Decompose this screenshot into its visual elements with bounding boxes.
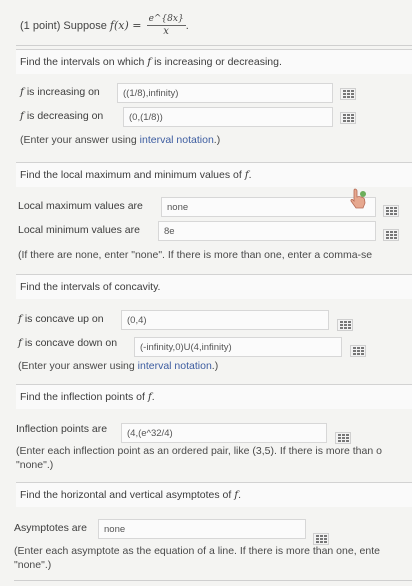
concave-down-label xyxy=(18,337,117,349)
dec-label-text: is decreasing on xyxy=(26,110,104,122)
fraction-denominator: x xyxy=(163,26,169,37)
divider xyxy=(16,45,412,46)
asymptotes-title-prefix: Find the horizontal and vertical asymptotes of xyxy=(20,489,232,501)
inflection-note-line2: "none".) xyxy=(16,459,54,471)
local-min-label: Local minimum values are xyxy=(18,224,140,236)
asymptotes-input[interactable]: none xyxy=(98,519,306,539)
equation-editor-button[interactable] xyxy=(313,533,329,545)
asymptotes-note-line2: "none".) xyxy=(14,559,52,571)
extrema-title-suffix: . xyxy=(248,169,252,181)
grid-icon xyxy=(343,114,354,122)
section-extrema-title xyxy=(16,162,412,187)
local-max-input[interactable]: none xyxy=(161,197,376,217)
grid-icon xyxy=(340,321,351,329)
equation-editor-button[interactable] xyxy=(383,229,399,241)
equation-editor-button[interactable] xyxy=(340,112,356,124)
note-prefix: (Enter your answer using xyxy=(18,360,135,372)
inflection-label: Inflection points are xyxy=(16,423,108,435)
extrema-note: (If there are none, enter "none". If there is more than one, enter a comma-se xyxy=(18,249,373,261)
up-label-text: is concave up on xyxy=(24,313,104,325)
concavity-note xyxy=(18,360,218,372)
prompt-prefix: Suppose xyxy=(63,19,107,32)
header-period: . xyxy=(185,19,189,32)
equation-editor-button[interactable] xyxy=(335,432,351,444)
inc-title-var: f xyxy=(147,56,152,68)
local-max-label: Local maximum values are xyxy=(18,200,143,212)
concavity-title: Find the intervals of concavity. xyxy=(20,281,161,293)
inflection-input[interactable]: (4,(e^32/4) xyxy=(121,423,327,443)
dec-var: f xyxy=(20,110,24,122)
inflection-title-suffix: . xyxy=(151,391,155,403)
decreasing-input[interactable]: (0,(1/8)) xyxy=(123,107,333,127)
inflection-title-var: f xyxy=(147,391,152,403)
section-inflection-title xyxy=(16,384,412,409)
equation-editor-button[interactable] xyxy=(383,205,399,217)
note-suffix: .) xyxy=(211,360,219,372)
divider xyxy=(14,580,412,581)
grid-icon xyxy=(386,231,397,239)
section-concavity-title xyxy=(16,274,412,299)
local-min-input[interactable]: 8e xyxy=(158,221,376,241)
down-var: f xyxy=(18,337,22,349)
function-lhs: f(x) = xyxy=(109,18,142,32)
grid-icon xyxy=(338,434,349,442)
note-suffix: .) xyxy=(213,134,221,146)
decreasing-label xyxy=(20,110,103,122)
equation-editor-button[interactable] xyxy=(340,88,356,100)
inc-label-text: is increasing on xyxy=(26,86,100,98)
inc-var: f xyxy=(20,86,24,98)
inc-title-suffix: is increasing or decreasing. xyxy=(154,56,282,68)
asymptotes-label: Asymptotes are xyxy=(14,522,87,534)
asymptotes-title-suffix: . xyxy=(238,489,242,501)
concave-up-label xyxy=(18,313,104,325)
interval-note xyxy=(20,134,220,146)
equation-editor-button[interactable] xyxy=(337,319,353,331)
interval-notation-link[interactable]: interval notation xyxy=(137,360,212,372)
inflection-note-line1: (Enter each inflection point as an ordered pair, like (3,5). If there is more than o xyxy=(16,445,382,457)
section-increasing-title xyxy=(16,49,412,74)
inflection-title-prefix: Find the inflection points of xyxy=(20,391,145,403)
increasing-input[interactable]: ((1/8),infinity) xyxy=(117,83,333,103)
extrema-title-var: f xyxy=(244,169,249,181)
extrema-title-prefix: Find the local maximum and minimum values of xyxy=(20,169,242,181)
grid-icon xyxy=(343,90,354,98)
asymptotes-note-line1: (Enter each asymptote as the equation of a line. If there is more than one, ente xyxy=(14,545,380,557)
grid-icon xyxy=(316,535,327,543)
function-fraction xyxy=(147,14,186,38)
interval-notation-link[interactable]: interval notation xyxy=(139,134,214,146)
concave-up-input[interactable]: (0,4) xyxy=(121,310,329,330)
note-prefix: (Enter your answer using xyxy=(20,134,137,146)
grid-icon xyxy=(386,207,397,215)
pointer-cursor-icon xyxy=(349,188,367,210)
down-label-text: is concave down on xyxy=(24,337,118,349)
section-asymptotes-title xyxy=(16,482,412,507)
up-var: f xyxy=(18,313,22,325)
increasing-label xyxy=(20,86,100,98)
problem-header xyxy=(20,14,189,38)
equation-editor-button[interactable] xyxy=(350,345,366,357)
asymptotes-title-var: f xyxy=(234,489,239,501)
grid-icon xyxy=(353,347,364,355)
points-label: (1 point) xyxy=(20,19,61,32)
concave-down-input[interactable]: (-infinity,0)U(4,infinity) xyxy=(134,337,342,357)
inc-title-prefix: Find the intervals on which xyxy=(20,56,145,68)
fraction-numerator: e^{8x} xyxy=(148,14,184,24)
